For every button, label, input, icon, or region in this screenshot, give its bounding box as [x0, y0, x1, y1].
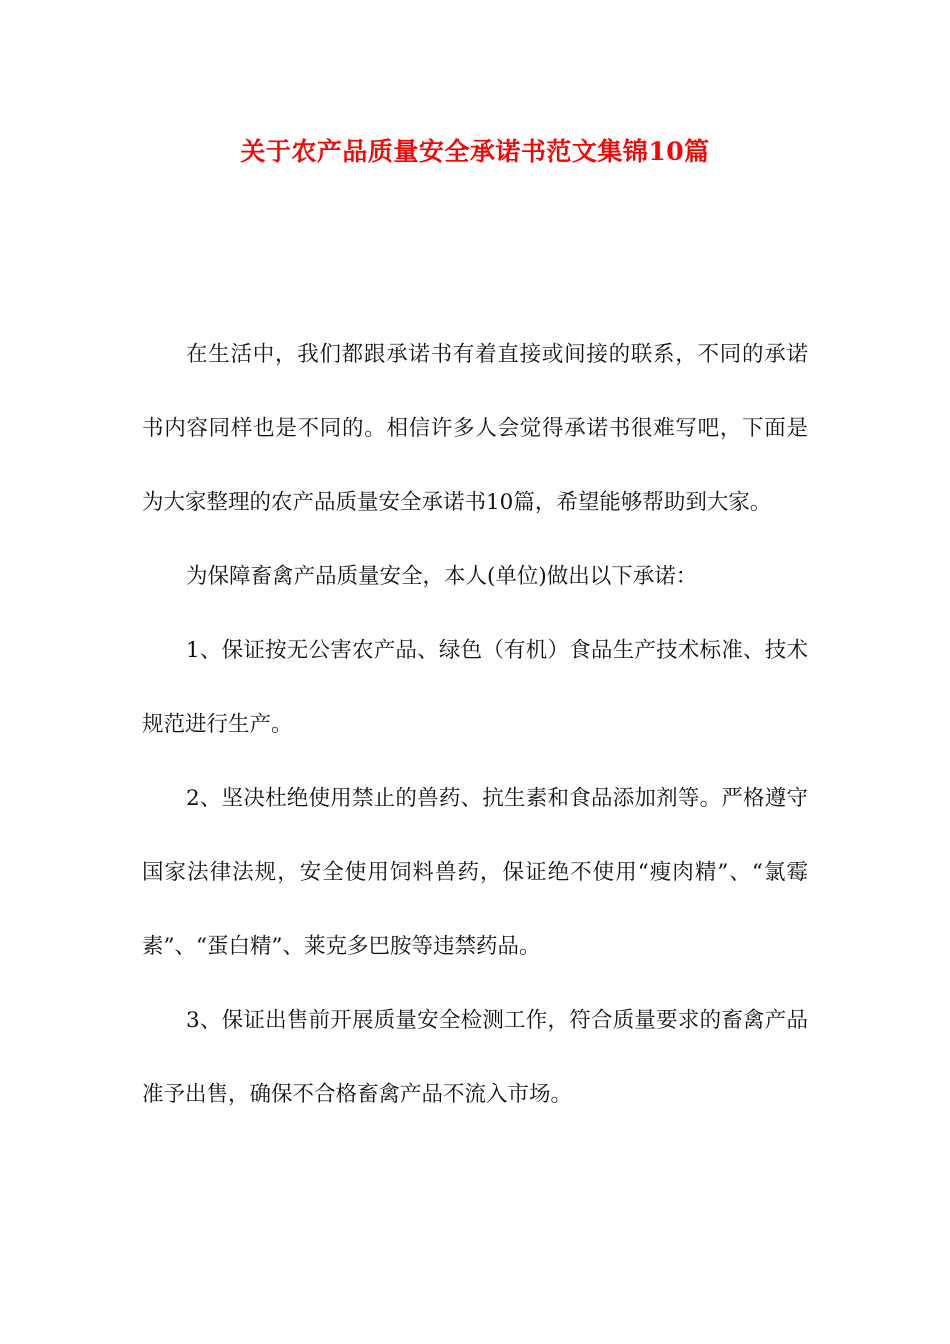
- paragraph-item-1: 1、保证按无公害农产品、绿色（有机）食品生产技术标准、技术规范进行生产。: [142, 638, 808, 737]
- document-body: [142, 318, 808, 1132]
- paragraph-item-3: 3、保证出售前开展质量安全检测工作，符合质量要求的畜禽产品准予出售，确保不合格畜禽产品不流入市场。: [142, 1008, 808, 1107]
- paragraph-item-2: 2、坚决杜绝使用禁止的兽药、抗生素和食品添加剂等。严格遵守国家法律法规，安全使用饲料兽药，保证绝不使用“瘦肉精”、“氯霉素”、“蛋白精”、莱克多巴胺等违禁药品。: [142, 786, 808, 959]
- paragraph-intro: 在生活中，我们都跟承诺书有着直接或间接的联系，不同的承诺书内容同样也是不同的。相信许多人会觉得承诺书很难写吧，下面是为大家整理的农产品质量安全承诺书10篇，希望能够帮助到大家。: [142, 342, 808, 515]
- document-title: 关于农产品质量安全承诺书范文集锦10篇: [240, 137, 710, 166]
- paragraph-pledge-lead: 为保障畜禽产品质量安全，本人(单位)做出以下承诺：: [186, 564, 698, 589]
